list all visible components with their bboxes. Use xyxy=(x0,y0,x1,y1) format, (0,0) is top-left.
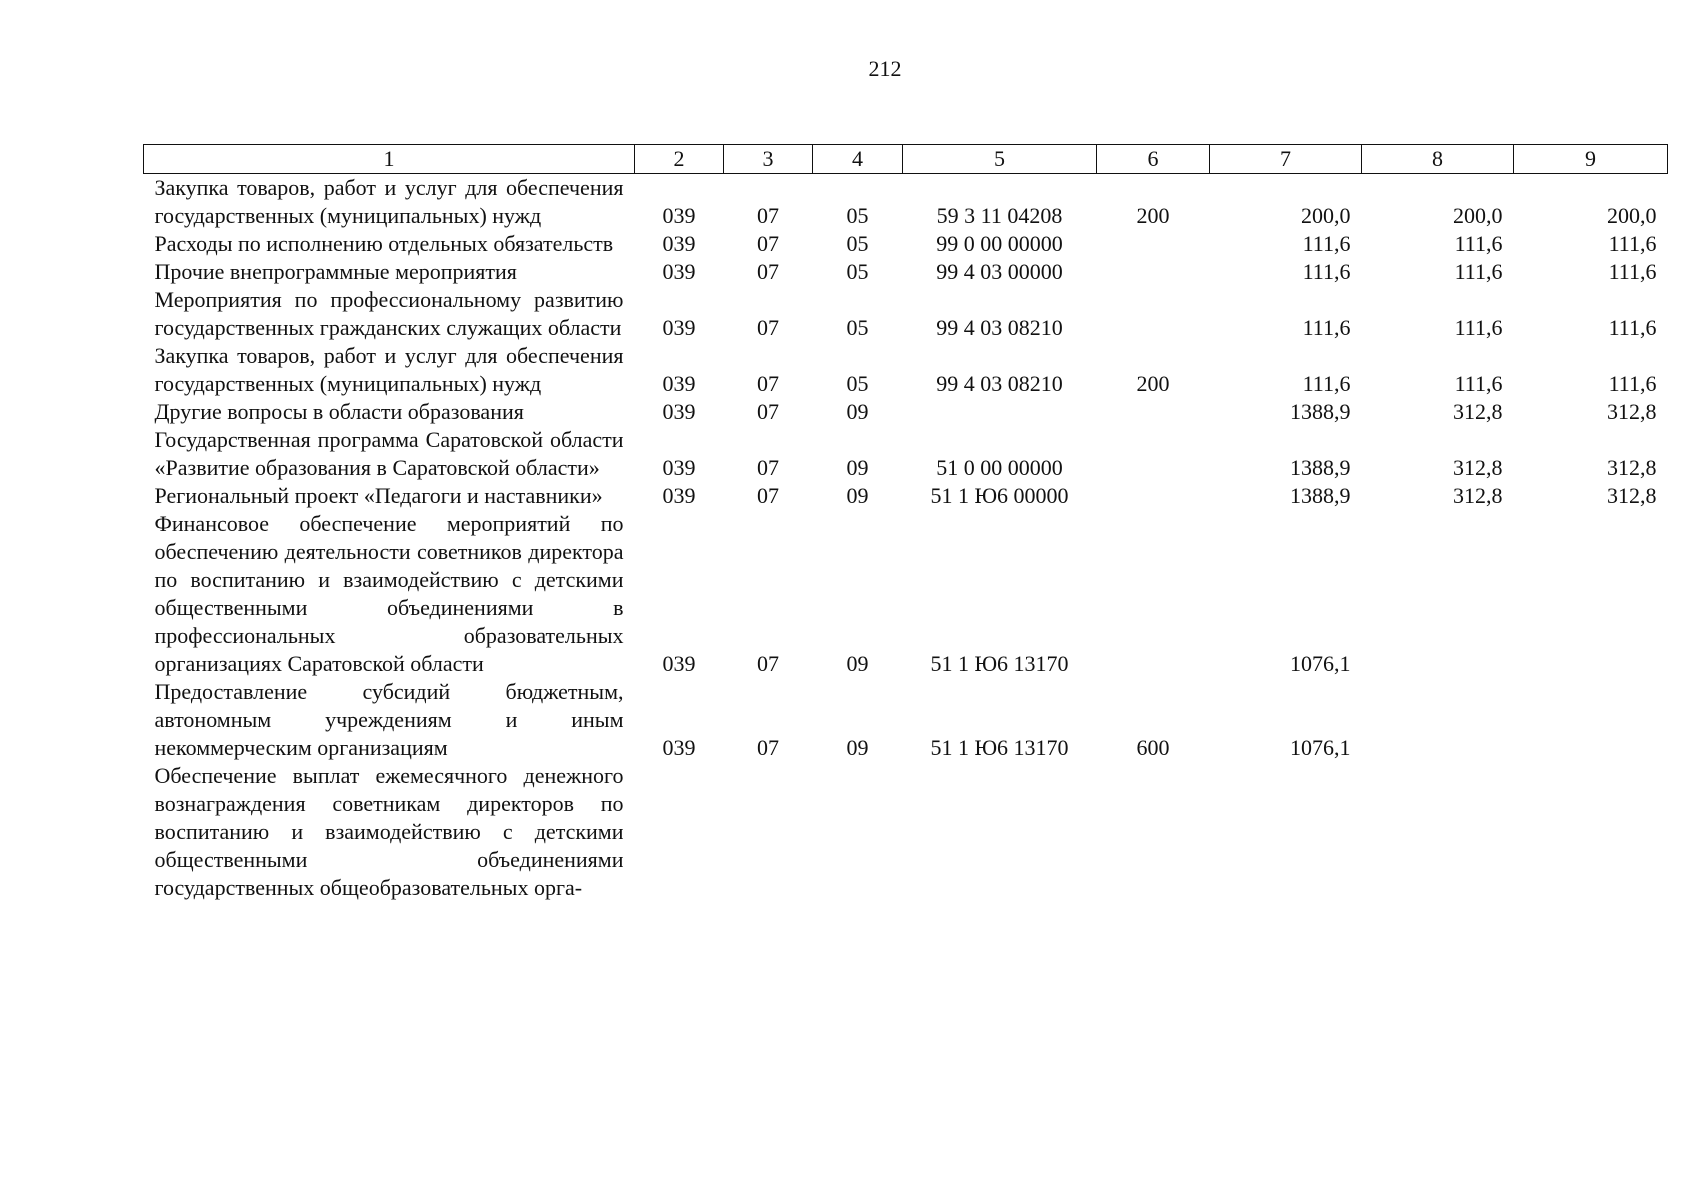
amount-col9-cell: 200,0 xyxy=(1607,203,1657,228)
page-number: 212 xyxy=(868,56,902,81)
subsection-code-cell: 09 xyxy=(846,399,869,424)
amount-col7-cell: 111,6 xyxy=(1302,231,1351,256)
table-body xyxy=(144,174,1668,903)
amount-col8-cell xyxy=(1362,762,1514,902)
table-row xyxy=(144,342,1668,398)
row-name-cell: Мероприятия по профессиональному развитию государственных гражданских служащих области xyxy=(154,287,624,340)
column-header-3: 3 xyxy=(724,145,813,174)
amount-col8-cell: 111,6 xyxy=(1454,231,1503,256)
amount-col8-cell: 312,8 xyxy=(1453,399,1503,424)
row-name-cell: Региональный проект «Педагоги и наставники» xyxy=(154,483,603,508)
row-name-cell: Другие вопросы в области образования xyxy=(154,399,524,424)
target-article-cell: 51 1 Ю6 00000 xyxy=(930,483,1069,508)
column-header-7: 7 xyxy=(1210,145,1362,174)
amount-col7-cell: 1388,9 xyxy=(1290,399,1351,424)
target-article-cell: 51 1 Ю6 13170 xyxy=(930,651,1069,676)
amount-col7-cell: 111,6 xyxy=(1302,259,1351,284)
amount-col7-cell: 1076,1 xyxy=(1290,735,1351,760)
row-name-cell: Предоставление субсидий бюджетным, автономным учреждениям и иным некоммерческим организациям xyxy=(154,679,624,760)
expense-type-cell: 200 xyxy=(1136,371,1170,396)
amount-col8-cell: 312,8 xyxy=(1453,483,1503,508)
target-article-cell xyxy=(903,398,1097,426)
expense-type-cell: 600 xyxy=(1136,735,1170,760)
table-row xyxy=(144,174,1668,231)
amount-col7-cell: 111,6 xyxy=(1302,315,1351,340)
row-name-cell: Обеспечение выплат ежемесячного денежного вознаграждения советникам директоров по воспитанию и взаимодействию с детскими общественными объединениями государственных общеобразовательных орга- xyxy=(154,763,624,900)
amount-col9-cell xyxy=(1514,762,1668,902)
table-row xyxy=(144,258,1668,286)
amount-col9-cell: 111,6 xyxy=(1608,231,1657,256)
row-name-cell: Прочие внепрограммные мероприятия xyxy=(154,259,517,284)
amount-col7-cell: 1388,9 xyxy=(1290,455,1351,480)
ministry-code-cell: 039 xyxy=(662,455,696,480)
ministry-code-cell: 039 xyxy=(662,231,696,256)
table-row xyxy=(144,426,1668,482)
subsection-code-cell: 09 xyxy=(846,735,869,760)
subsection-code-cell: 05 xyxy=(846,371,869,396)
subsection-code-cell: 05 xyxy=(846,203,869,228)
budget-table xyxy=(143,144,1668,902)
amount-col7-cell: 1076,1 xyxy=(1290,651,1351,676)
expense-type-cell: 200 xyxy=(1136,203,1170,228)
target-article-cell: 59 3 11 04208 xyxy=(936,203,1063,228)
row-name-cell: Финансовое обеспечение мероприятий по обеспечению деятельности советников директора по воспитанию и взаимодействию с детскими общественными объединениями в профессиональных образовательных организациях Саратовской области xyxy=(154,511,624,676)
subsection-code-cell: 09 xyxy=(846,651,869,676)
expense-type-cell xyxy=(1097,230,1210,258)
ministry-code-cell: 039 xyxy=(662,259,696,284)
target-article-cell: 99 4 03 08210 xyxy=(936,315,1063,340)
ministry-code-cell: 039 xyxy=(662,203,696,228)
table-row xyxy=(144,286,1668,342)
expense-type-cell xyxy=(1097,398,1210,426)
table-row xyxy=(144,482,1668,510)
amount-col8-cell: 111,6 xyxy=(1454,371,1503,396)
expense-type-cell xyxy=(1097,286,1210,342)
target-article-cell: 99 0 00 00000 xyxy=(936,231,1063,256)
ministry-code-cell: 039 xyxy=(662,399,696,424)
subsection-code-cell: 05 xyxy=(846,315,869,340)
ministry-code-cell: 039 xyxy=(662,651,696,676)
amount-col9-cell: 312,8 xyxy=(1607,399,1657,424)
table-row xyxy=(144,230,1668,258)
section-code-cell: 07 xyxy=(757,735,779,760)
column-number-row xyxy=(144,145,1668,174)
column-header-1: 1 xyxy=(144,145,635,174)
amount-col9-cell: 312,8 xyxy=(1607,483,1657,508)
column-header-9: 9 xyxy=(1514,145,1668,174)
column-header-8: 8 xyxy=(1362,145,1514,174)
amount-col8-cell xyxy=(1362,510,1514,678)
amount-col9-cell: 111,6 xyxy=(1608,371,1657,396)
section-code-cell: 07 xyxy=(757,483,779,508)
section-code-cell: 07 xyxy=(757,231,779,256)
row-name-cell: Расходы по исполнению отдельных обязательств xyxy=(154,231,614,256)
amount-col8-cell: 111,6 xyxy=(1454,315,1503,340)
amount-col8-cell: 200,0 xyxy=(1453,203,1503,228)
column-header-4: 4 xyxy=(813,145,903,174)
table-row xyxy=(144,678,1668,762)
amount-col9-cell xyxy=(1514,510,1668,678)
ministry-code-cell: 039 xyxy=(662,483,696,508)
ministry-code-cell: 039 xyxy=(662,371,696,396)
expense-type-cell xyxy=(1097,482,1210,510)
amount-col7-cell: 1388,9 xyxy=(1290,483,1351,508)
column-header-6: 6 xyxy=(1097,145,1210,174)
amount-col9-cell: 111,6 xyxy=(1608,259,1657,284)
amount-col7-cell xyxy=(1210,762,1362,902)
column-header-5: 5 xyxy=(903,145,1097,174)
section-code-cell: 07 xyxy=(757,399,779,424)
target-article-cell xyxy=(903,762,1097,902)
subsection-code-cell: 09 xyxy=(846,455,869,480)
section-code-cell: 07 xyxy=(757,315,779,340)
section-code-cell: 07 xyxy=(757,455,779,480)
target-article-cell: 51 0 00 00000 xyxy=(936,455,1063,480)
table-row xyxy=(144,510,1668,678)
section-code-cell: 07 xyxy=(757,203,779,228)
expense-type-cell xyxy=(1097,510,1210,678)
amount-col8-cell xyxy=(1362,678,1514,762)
table-row xyxy=(144,762,1668,902)
target-article-cell: 99 4 03 00000 xyxy=(936,259,1063,284)
amount-col7-cell: 200,0 xyxy=(1301,203,1351,228)
section-code-cell: 07 xyxy=(757,259,779,284)
subsection-code-cell: 09 xyxy=(846,483,869,508)
ministry-code-cell: 039 xyxy=(662,315,696,340)
amount-col8-cell: 111,6 xyxy=(1454,259,1503,284)
section-code-cell: 07 xyxy=(757,651,779,676)
amount-col9-cell: 312,8 xyxy=(1607,455,1657,480)
target-article-cell: 51 1 Ю6 13170 xyxy=(930,735,1069,760)
section-code-cell: 07 xyxy=(757,371,779,396)
amount-col9-cell: 111,6 xyxy=(1608,315,1657,340)
row-name-cell: Закупка товаров, работ и услуг для обеспечения государственных (муниципальных) нужд xyxy=(154,175,624,228)
ministry-code-cell xyxy=(635,762,724,902)
ministry-code-cell: 039 xyxy=(662,735,696,760)
amount-col7-cell: 111,6 xyxy=(1302,371,1351,396)
subsection-code-cell xyxy=(813,762,903,902)
amount-col8-cell: 312,8 xyxy=(1453,455,1503,480)
amount-col9-cell xyxy=(1514,678,1668,762)
expense-type-cell xyxy=(1097,426,1210,482)
subsection-code-cell: 05 xyxy=(846,231,869,256)
column-header-2: 2 xyxy=(635,145,724,174)
expense-type-cell xyxy=(1097,258,1210,286)
target-article-cell: 99 4 03 08210 xyxy=(936,371,1063,396)
row-name-cell: Закупка товаров, работ и услуг для обеспечения государственных (муниципальных) нужд xyxy=(154,343,624,396)
table-row xyxy=(144,398,1668,426)
subsection-code-cell: 05 xyxy=(846,259,869,284)
section-code-cell xyxy=(724,762,813,902)
row-name-cell: Государственная программа Саратовской области «Развитие образования в Саратовской области» xyxy=(154,427,624,480)
expense-type-cell xyxy=(1097,762,1210,902)
